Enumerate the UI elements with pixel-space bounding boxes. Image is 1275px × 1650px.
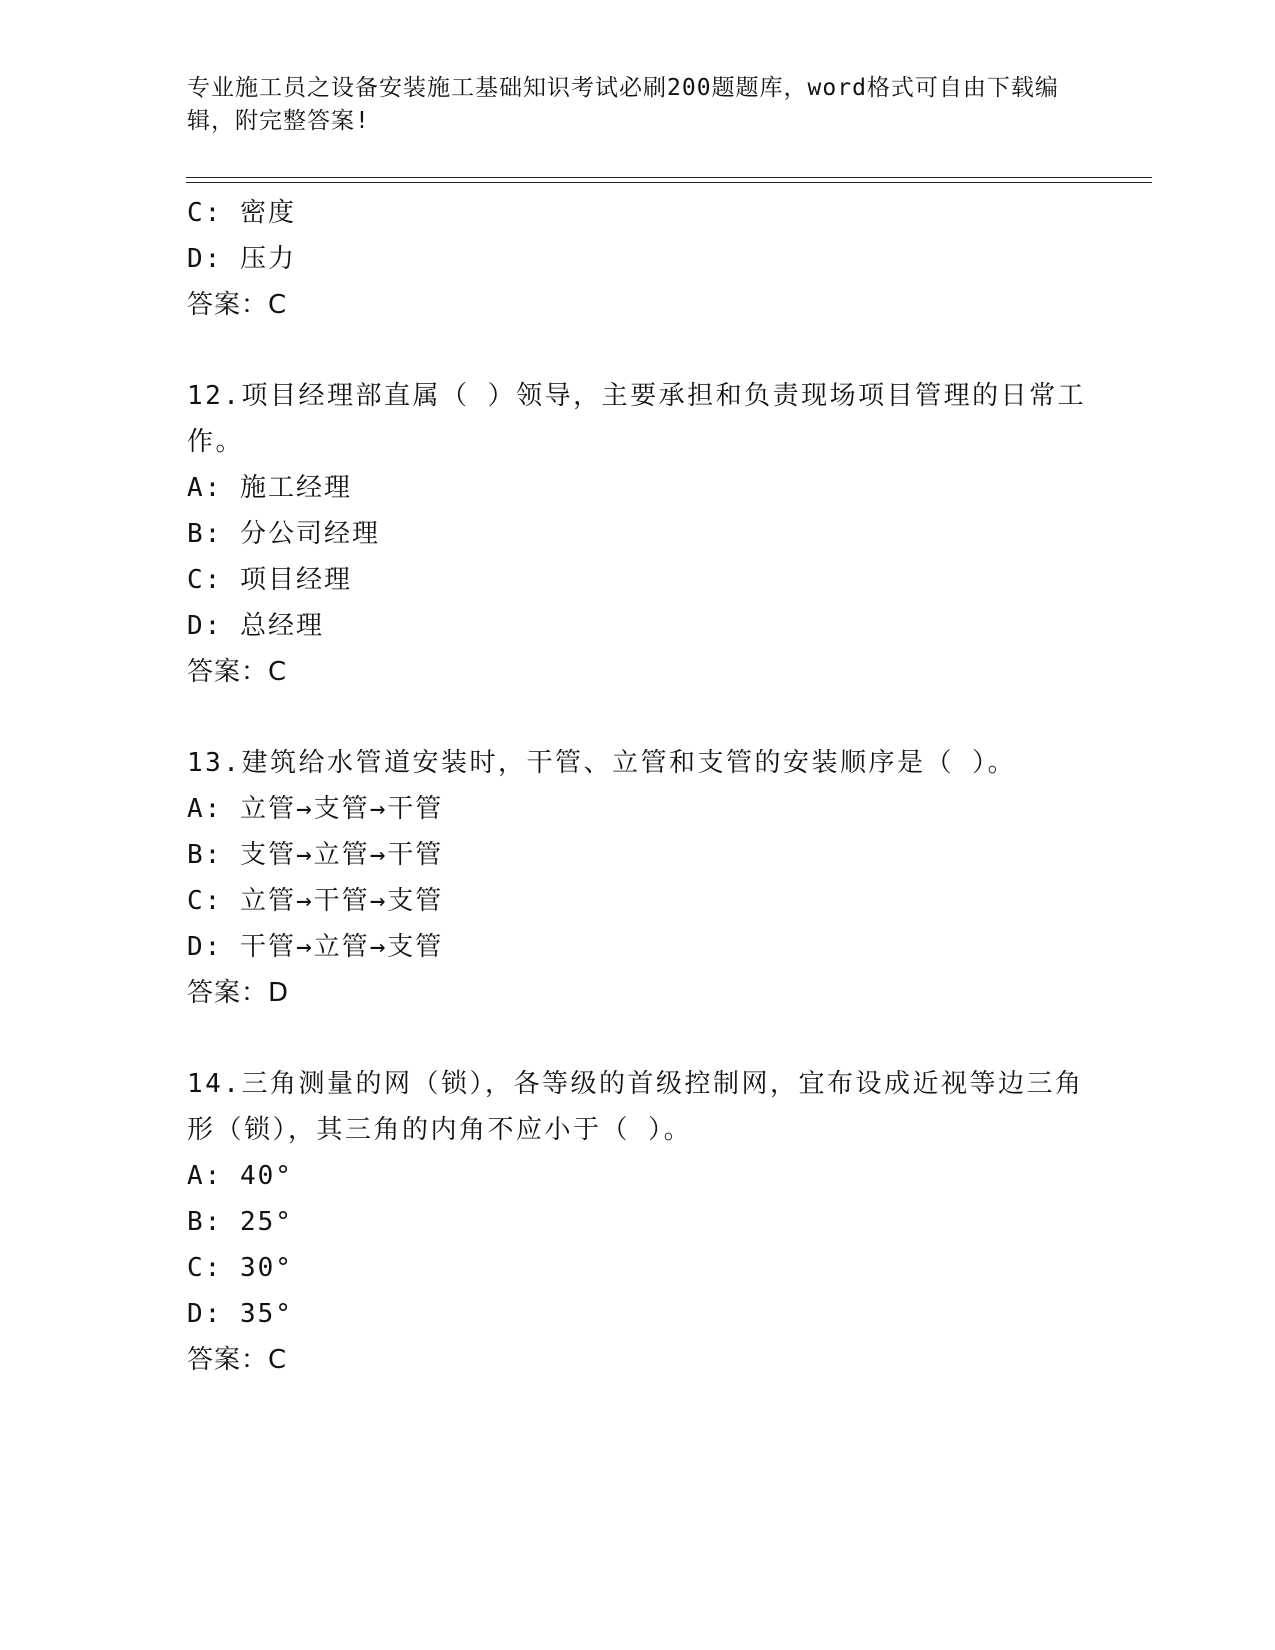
option-label: D: — [187, 611, 223, 641]
question-13 — [187, 740, 1087, 1016]
option-text: 35° — [239, 1299, 293, 1329]
option-label: B: — [187, 1207, 223, 1237]
option-a — [187, 786, 1087, 832]
option-c — [187, 878, 1087, 924]
option-text: 密度 — [239, 198, 296, 228]
option-text: 干管→立管→支管 — [239, 932, 444, 962]
answer-value: D — [268, 978, 290, 1008]
answer-line — [187, 282, 1087, 328]
option-d — [187, 236, 1087, 282]
question-stem — [187, 740, 1087, 786]
question-text: 三角测量的网（锁），各等级的首级控制网，宜布设成近视等边三角形（锁），其三角的内角不应小于（ ）。 — [187, 1069, 1084, 1145]
option-d — [187, 1291, 1087, 1337]
option-c — [187, 1245, 1087, 1291]
option-c — [187, 557, 1087, 603]
option-b — [187, 1199, 1087, 1245]
option-c — [187, 190, 1087, 236]
option-label: C: — [187, 1253, 223, 1283]
option-text: 施工经理 — [239, 473, 352, 503]
option-a — [187, 1153, 1087, 1199]
option-text: 40° — [239, 1161, 293, 1191]
answer-label: 答案： — [187, 1345, 269, 1375]
option-label: B: — [187, 519, 223, 549]
question-number: 14. — [187, 1069, 242, 1099]
question-12 — [187, 373, 1087, 695]
option-label: C: — [187, 565, 223, 595]
answer-line — [187, 970, 1087, 1016]
option-label: C: — [187, 198, 223, 228]
option-label: D: — [187, 932, 223, 962]
option-d — [187, 924, 1087, 970]
option-text: 立管→支管→干管 — [239, 794, 444, 824]
option-label: A: — [187, 1161, 223, 1191]
document-header — [187, 72, 1087, 138]
option-b — [187, 832, 1087, 878]
carryover-block — [187, 190, 1087, 328]
option-text: 25° — [239, 1207, 293, 1237]
option-text: 项目经理 — [239, 565, 352, 595]
option-label: D: — [187, 244, 223, 274]
question-content — [187, 190, 1087, 1383]
question-text: 项目经理部直属（ ）领导，主要承担和负责现场项目管理的日常工作。 — [187, 381, 1087, 457]
question-text: 建筑给水管道安装时，干管、立管和支管的安装顺序是（ ）。 — [241, 748, 1017, 778]
document-title: 专业施工员之设备安装施工基础知识考试必刷200题题库，word格式可自由下载编辑，附完整答案! — [187, 75, 1059, 134]
header-rule-bottom — [186, 182, 1152, 183]
header-rule-top — [186, 177, 1152, 178]
answer-value: C — [268, 1345, 288, 1375]
option-a — [187, 465, 1087, 511]
answer-line — [187, 649, 1087, 695]
option-text: 分公司经理 — [239, 519, 380, 549]
answer-value: C — [268, 290, 288, 320]
question-14 — [187, 1061, 1087, 1383]
option-text: 总经理 — [239, 611, 324, 641]
option-text: 支管→立管→干管 — [239, 840, 444, 870]
option-text: 压力 — [239, 244, 296, 274]
answer-label: 答案： — [187, 978, 269, 1008]
answer-value: C — [268, 657, 288, 687]
question-stem — [187, 1061, 1087, 1153]
option-label: D: — [187, 1299, 223, 1329]
question-stem — [187, 373, 1087, 465]
option-b — [187, 511, 1087, 557]
question-number: 12. — [187, 381, 242, 411]
answer-line — [187, 1337, 1087, 1383]
option-text: 30° — [239, 1253, 293, 1283]
answer-label: 答案： — [187, 290, 269, 320]
option-d — [187, 603, 1087, 649]
option-label: B: — [187, 840, 223, 870]
option-label: A: — [187, 473, 223, 503]
option-text: 立管→干管→支管 — [239, 886, 444, 916]
answer-label: 答案： — [187, 657, 269, 687]
option-label: A: — [187, 794, 223, 824]
option-label: C: — [187, 886, 223, 916]
question-number: 13. — [187, 748, 242, 778]
